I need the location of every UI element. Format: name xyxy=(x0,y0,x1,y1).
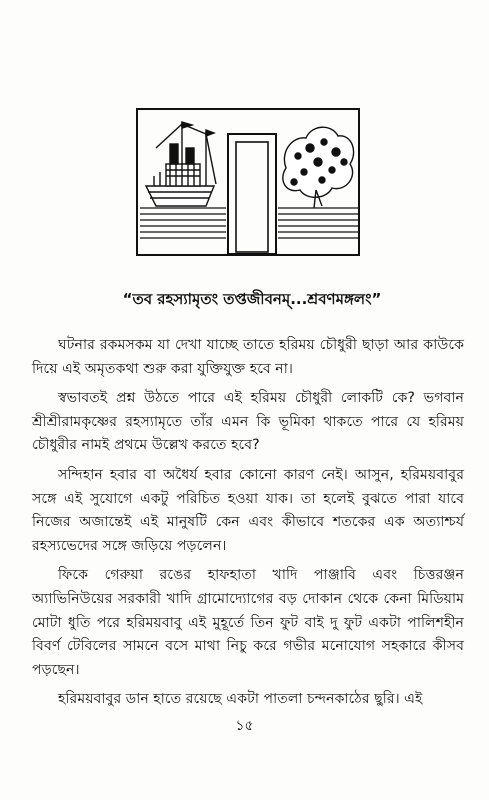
wall-lines xyxy=(278,208,358,238)
paragraph-4: ফিকে গেরুয়া রঙের হাফহাতা খাদি পাঞ্জাবি এবং চিত্তরঞ্জন অ্যাভিনিউয়ের সরকারী খাদি গ্রামোদ্যোগের বড় দোকান থেকে কেনা মিডিয়াম মোটা ধুতি পরে হরিময়বাবু এই মুহূর্তে তিন ফুট বাই দু ফুট একটা পালিশহীন বিবর্ণ টেবিলের সামনে বসে মাথা নিচু করে গভীর মনোযোগ সহকারে কীসব পড়ছেন। xyxy=(32,567,464,678)
chapter-title: “তব রহস্যামৃতং তপ্তজীবনম্‌...শ্রবণমঙ্গলং” xyxy=(122,290,382,308)
body-text xyxy=(32,334,464,718)
paragraph-1: ঘটনার রকমসকম যা দেখা যাচ্ছে তাতে হরিময় চৌধুরী ছাড়া আর কাউকে দিয়ে এই অমৃতকথা শুরু করা যুক্তিযুক্ত হবে না। xyxy=(32,337,464,377)
paragraph-5: হরিময়বাবুর ডান হাতে রয়েছে একটা পাতলা চন্দনকাঠের ছুরি। এই xyxy=(58,691,423,708)
water-lines xyxy=(140,208,226,238)
paragraph-3: সন্দিহান হবার বা অধৈর্য হবার কোনো কারণ নেই। আসুন, হরিময়বাবুর সঙ্গে এই সুযোগে একটু পরিচিত হওয়া যাক। তা হলেই বুঝতে পারা যাবে নিজের অজান্তেই এই মানুষটি কেন এবং কীভাবে শতকের এক অত্যাশ্চর্য রহস্যভেদের সঙ্গে জড়িয়ে পড়লেন। xyxy=(32,466,464,554)
page-number: ১৫ xyxy=(235,718,254,734)
paragraph-2: স্বভাবতই প্রশ্ন উঠতে পারে এই হরিময় চৌধুরী লোকটি কে? ভগবান শ্রীশ্রীরামকৃষ্ণের রহস্যামৃতে তাঁর এমন কি ভূমিকা থাকতে পারে যে হরিময় চৌধুরীর নামই প্রথমে উল্লেখ করতে হবে? xyxy=(32,390,464,454)
chapter-illustration xyxy=(136,108,360,256)
doorway-drawing xyxy=(228,134,276,254)
steamship-drawing xyxy=(146,122,216,206)
tree-drawing xyxy=(283,127,354,208)
